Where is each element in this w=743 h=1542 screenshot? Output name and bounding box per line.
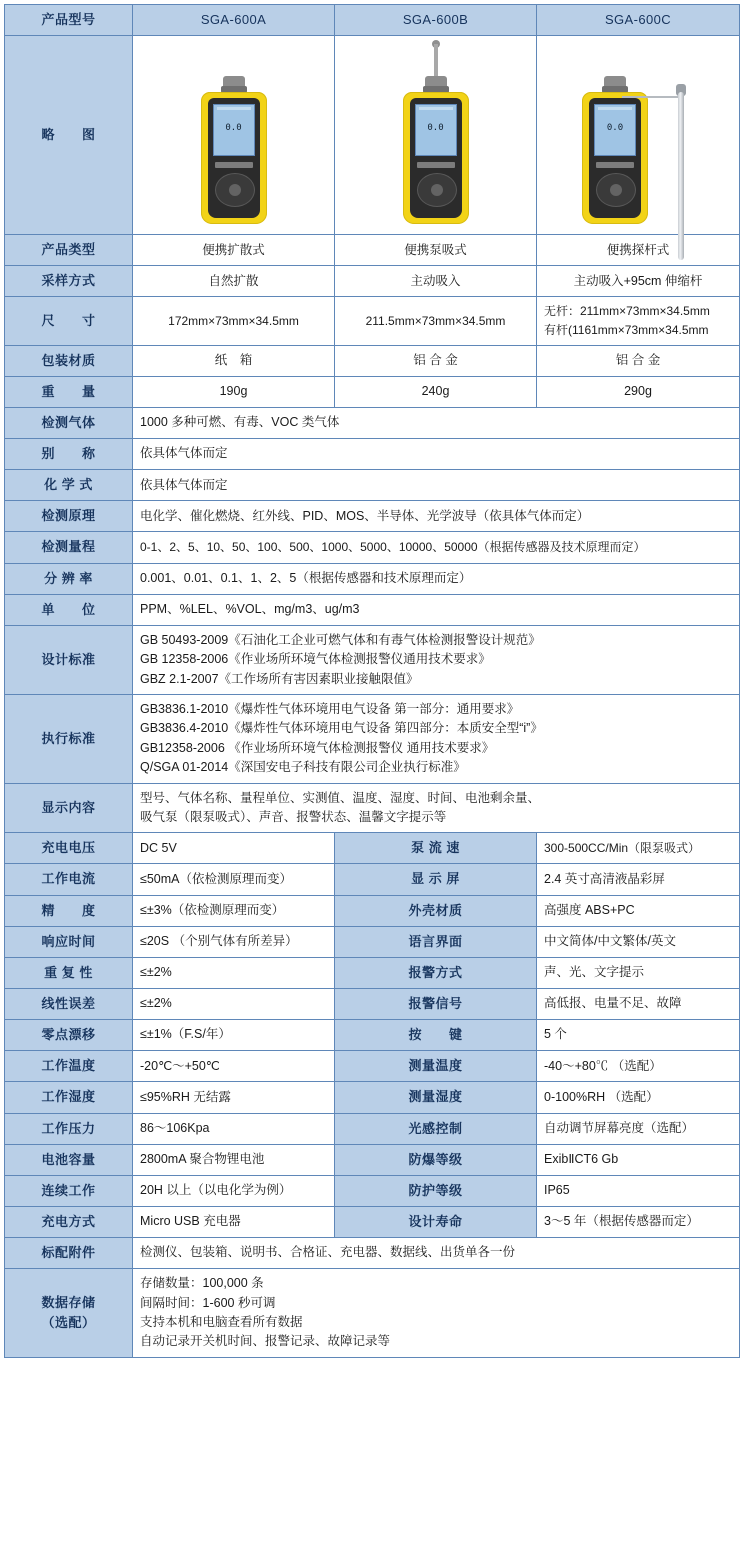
row-label-measure-humidity: 测量湿度 bbox=[335, 1082, 537, 1113]
row-label-packaging: 包装材质 bbox=[5, 345, 133, 376]
sampling-b: 主动吸入 bbox=[335, 266, 537, 297]
row-label-formula: 化 学 式 bbox=[5, 470, 133, 501]
table-row-unit bbox=[5, 594, 740, 625]
display-content-line1: 型号、气体名称、量程单位、实测值、温度、湿度、时间、电池剩余量、 bbox=[140, 790, 541, 805]
row-label-resolution: 分 辨 率 bbox=[5, 563, 133, 594]
response-time-value: ≤20S （个别气体有所差异） bbox=[133, 926, 335, 957]
model-name-b: SGA-600B bbox=[335, 5, 537, 36]
row-label-diagram: 略 图 bbox=[5, 36, 133, 235]
row-label-protection-grade: 防护等级 bbox=[335, 1175, 537, 1206]
data-storage-label-line1: 数据存储 bbox=[41, 1294, 96, 1310]
table-row-repeatability bbox=[5, 957, 740, 988]
data-storage-label-line2: （选配） bbox=[41, 1314, 96, 1330]
dimension-c-line2: 有杆(1161mm×73mm×34.5mm bbox=[544, 323, 709, 338]
light-control-value: 自动调节屏幕亮度（选配） bbox=[537, 1113, 740, 1144]
table-row-zero-drift bbox=[5, 1020, 740, 1051]
table-row-charge-method bbox=[5, 1206, 740, 1237]
packaging-b: 铝 合 金 bbox=[335, 345, 537, 376]
row-label-display-screen: 显 示 屏 bbox=[335, 864, 537, 895]
row-label-working-current: 工作电流 bbox=[5, 864, 133, 895]
table-row-working-humidity bbox=[5, 1082, 740, 1113]
row-label-continuous-work: 连续工作 bbox=[5, 1175, 133, 1206]
table-row-product-type bbox=[5, 235, 740, 266]
row-label-pump-flow: 泵 流 速 bbox=[335, 833, 537, 864]
battery-value: 2800mA 聚合物锂电池 bbox=[133, 1144, 335, 1175]
resolution-value: 0.001、0.01、0.1、1、2、5（根据传感器和技术原理而定） bbox=[133, 563, 740, 594]
working-pressure-value: 86～106Kpa bbox=[133, 1113, 335, 1144]
table-row-resolution bbox=[5, 563, 740, 594]
row-label-weight: 重 量 bbox=[5, 376, 133, 407]
alarm-mode-value: 声、光、文字提示 bbox=[537, 957, 740, 988]
table-row-working-temp bbox=[5, 1051, 740, 1082]
measure-humidity-value: 0-100%RH （选配） bbox=[537, 1082, 740, 1113]
row-label-sampling: 采样方式 bbox=[5, 266, 133, 297]
exec-standard-line1: GB3836.1-2010《爆炸性气体环境用电气设备 第一部分：通用要求》 bbox=[140, 702, 520, 716]
table-row-range bbox=[5, 532, 740, 563]
accessories-value: 检测仪、包装箱、说明书、合格证、充电器、数据线、出货单各一份 bbox=[133, 1238, 740, 1269]
row-label-model: 产品型号 bbox=[5, 5, 133, 36]
protection-grade-value: IP65 bbox=[537, 1175, 740, 1206]
row-label-display-content: 显示内容 bbox=[5, 783, 133, 833]
charge-voltage-value: DC 5V bbox=[133, 833, 335, 864]
detect-gas-value: 1000 多种可燃、有毒、VOC 类气体 bbox=[133, 407, 740, 438]
table-row-exec-standard bbox=[5, 695, 740, 784]
specification-table bbox=[4, 4, 740, 1358]
charge-method-value: Micro USB 充电器 bbox=[133, 1206, 335, 1237]
table-row-charge-voltage bbox=[5, 833, 740, 864]
row-label-unit: 单 位 bbox=[5, 594, 133, 625]
design-life-value: 3～5 年（根据传感器而定） bbox=[537, 1206, 740, 1237]
explosion-grade-value: ExibⅡCT6 Gb bbox=[537, 1144, 740, 1175]
dimension-c bbox=[537, 297, 740, 345]
row-label-shell-material: 外壳材质 bbox=[335, 895, 537, 926]
device-diffusion-icon bbox=[133, 36, 334, 234]
row-label-alarm-signal: 报警信号 bbox=[335, 988, 537, 1019]
sampling-a: 自然扩散 bbox=[133, 266, 335, 297]
row-label-detect-gas: 检测气体 bbox=[5, 407, 133, 438]
model-name-c: SGA-600C bbox=[537, 5, 740, 36]
table-row-diagram bbox=[5, 36, 740, 235]
working-current-value: ≤50mA（依检测原理而变） bbox=[133, 864, 335, 895]
display-content-line2: 吸气泵（限泵吸式）、声音、报警状态、温馨文字提示等 bbox=[140, 809, 447, 824]
row-label-charge-voltage: 充电电压 bbox=[5, 833, 133, 864]
row-label-product-type: 产品类型 bbox=[5, 235, 133, 266]
row-label-linearity: 线性误差 bbox=[5, 988, 133, 1019]
table-row-data-storage bbox=[5, 1269, 740, 1358]
keys-value: 5 个 bbox=[537, 1020, 740, 1051]
data-storage-line1: 存储数量：100,000 条 bbox=[140, 1276, 264, 1291]
design-standard-line1: GB 50493-2009《石油化工企业可燃气体和有毒气体检测报警设计规范》 bbox=[140, 632, 541, 647]
working-humidity-value: ≤95%RH 无结露 bbox=[133, 1082, 335, 1113]
working-temp-value: -20℃～+50℃ bbox=[133, 1051, 335, 1082]
device-pump-icon bbox=[335, 36, 536, 234]
row-label-design-life: 设计寿命 bbox=[335, 1206, 537, 1237]
table-row-continuous-work bbox=[5, 1175, 740, 1206]
table-row-accessories bbox=[5, 1238, 740, 1269]
table-row-response-time bbox=[5, 926, 740, 957]
dimension-a: 172mm×73mm×34.5mm bbox=[133, 297, 335, 345]
design-standard-value bbox=[133, 625, 740, 694]
table-row-display-content bbox=[5, 783, 740, 833]
row-label-exec-standard: 执行标准 bbox=[5, 695, 133, 784]
repeatability-value: ≤±2% bbox=[133, 957, 335, 988]
sampling-c: 主动吸入+95cm 伸缩杆 bbox=[537, 266, 740, 297]
shell-material-value: 高强度 ABS+PC bbox=[537, 895, 740, 926]
principle-value: 电化学、催化燃烧、红外线、PID、MOS、半导体、光学波导（依具体气体而定） bbox=[133, 501, 740, 532]
row-label-battery: 电池容量 bbox=[5, 1144, 133, 1175]
row-label-keys: 按 键 bbox=[335, 1020, 537, 1051]
device-probe-icon bbox=[537, 36, 739, 234]
row-label-alarm-mode: 报警方式 bbox=[335, 957, 537, 988]
device-image-c-cell bbox=[537, 36, 740, 235]
table-row-linearity bbox=[5, 988, 740, 1019]
device-screen-value-b: 0.0 bbox=[427, 123, 444, 134]
table-row-accuracy bbox=[5, 895, 740, 926]
data-storage-line2: 间隔时间：1-600 秒可调 bbox=[140, 1295, 276, 1310]
continuous-work-value: 20H 以上（以电化学为例） bbox=[133, 1175, 335, 1206]
packaging-a: 纸 箱 bbox=[133, 345, 335, 376]
exec-standard-value bbox=[133, 695, 740, 784]
exec-standard-line2: GB3836.4-2010《爆炸性气体环境用电气设备 第四部分：本质安全型“i”》 bbox=[140, 721, 543, 736]
range-value: 0-1、2、5、10、50、100、500、1000、5000、10000、50000（根据传感器及技术原理而定） bbox=[133, 532, 740, 563]
display-screen-value: 2.4 英寸高清液晶彩屏 bbox=[537, 864, 740, 895]
row-label-dimension: 尺 寸 bbox=[5, 297, 133, 345]
dimension-c-line1: 无杆：211mm×73mm×34.5mm bbox=[544, 304, 710, 319]
device-screen-value-a: 0.0 bbox=[225, 123, 242, 134]
table-row-working-pressure bbox=[5, 1113, 740, 1144]
exec-standard-line4: Q/SGA 01-2014《深国安电子科技有限公司企业执行标准》 bbox=[140, 760, 466, 775]
design-standard-line2: GB 12358-2006《作业场所环境气体检测报警仪通用技术要求》 bbox=[140, 652, 491, 667]
alias-value: 依具体气体而定 bbox=[133, 439, 740, 470]
row-label-accessories: 标配附件 bbox=[5, 1238, 133, 1269]
row-label-language: 语言界面 bbox=[335, 926, 537, 957]
design-standard-line3: GBZ 2.1-2007《工作场所有害因素职业接触限值》 bbox=[140, 671, 419, 686]
table-row-principle bbox=[5, 501, 740, 532]
data-storage-line3: 支持本机和电脑查看所有数据 bbox=[140, 1314, 303, 1329]
row-label-design-standard: 设计标准 bbox=[5, 625, 133, 694]
linearity-value: ≤±2% bbox=[133, 988, 335, 1019]
row-label-working-pressure: 工作压力 bbox=[5, 1113, 133, 1144]
row-label-measure-temp: 测量温度 bbox=[335, 1051, 537, 1082]
product-type-c: 便携探杆式 bbox=[537, 235, 740, 266]
formula-value: 依具体气体而定 bbox=[133, 470, 740, 501]
dimension-b: 211.5mm×73mm×34.5mm bbox=[335, 297, 537, 345]
row-label-light-control: 光感控制 bbox=[335, 1113, 537, 1144]
accuracy-value: ≤±3%（依检测原理而变） bbox=[133, 895, 335, 926]
device-screen-value-c: 0.0 bbox=[606, 123, 624, 134]
data-storage-value bbox=[133, 1269, 740, 1358]
table-row-weight bbox=[5, 376, 740, 407]
device-image-a-cell bbox=[133, 36, 335, 235]
unit-value: PPM、%LEL、%VOL、mg/m3、ug/m3 bbox=[133, 594, 740, 625]
table-row-design-standard bbox=[5, 625, 740, 694]
table-row-sampling bbox=[5, 266, 740, 297]
row-label-working-temp: 工作温度 bbox=[5, 1051, 133, 1082]
alarm-signal-value: 高低报、电量不足、故障 bbox=[537, 988, 740, 1019]
weight-a: 190g bbox=[133, 376, 335, 407]
language-value: 中文简体/中文繁体/英文 bbox=[537, 926, 740, 957]
row-label-response-time: 响应时间 bbox=[5, 926, 133, 957]
table-row-working-current bbox=[5, 864, 740, 895]
row-label-explosion-grade: 防爆等级 bbox=[335, 1144, 537, 1175]
row-label-accuracy: 精 度 bbox=[5, 895, 133, 926]
table-row-model bbox=[5, 5, 740, 36]
table-row-battery bbox=[5, 1144, 740, 1175]
row-label-alias: 别 称 bbox=[5, 439, 133, 470]
measure-temp-value: -40～+80℃ （选配） bbox=[537, 1051, 740, 1082]
display-content-value bbox=[133, 783, 740, 833]
row-label-repeatability: 重 复 性 bbox=[5, 957, 133, 988]
pump-flow-value: 300-500CC/Min（限泵吸式） bbox=[537, 833, 740, 864]
product-type-a: 便携扩散式 bbox=[133, 235, 335, 266]
row-label-working-humidity: 工作湿度 bbox=[5, 1082, 133, 1113]
weight-b: 240g bbox=[335, 376, 537, 407]
row-label-charge-method: 充电方式 bbox=[5, 1206, 133, 1237]
device-image-b-cell bbox=[335, 36, 537, 235]
table-row-alias bbox=[5, 439, 740, 470]
table-row-dimension bbox=[5, 297, 740, 345]
exec-standard-line3: GB12358-2006 《作业场所环境气体检测报警仪 通用技术要求》 bbox=[140, 740, 495, 755]
table-row-packaging bbox=[5, 345, 740, 376]
row-label-data-storage bbox=[5, 1269, 133, 1358]
row-label-range: 检测量程 bbox=[5, 532, 133, 563]
weight-c: 290g bbox=[537, 376, 740, 407]
product-type-b: 便携泵吸式 bbox=[335, 235, 537, 266]
row-label-principle: 检测原理 bbox=[5, 501, 133, 532]
packaging-c: 铝 合 金 bbox=[537, 345, 740, 376]
table-row-formula bbox=[5, 470, 740, 501]
row-label-zero-drift: 零点漂移 bbox=[5, 1020, 133, 1051]
model-name-a: SGA-600A bbox=[133, 5, 335, 36]
table-row-detect-gas bbox=[5, 407, 740, 438]
data-storage-line4: 自动记录开关机时间、报警记录、故障记录等 bbox=[140, 1334, 391, 1349]
zero-drift-value: ≤±1%（F.S/年） bbox=[133, 1020, 335, 1051]
